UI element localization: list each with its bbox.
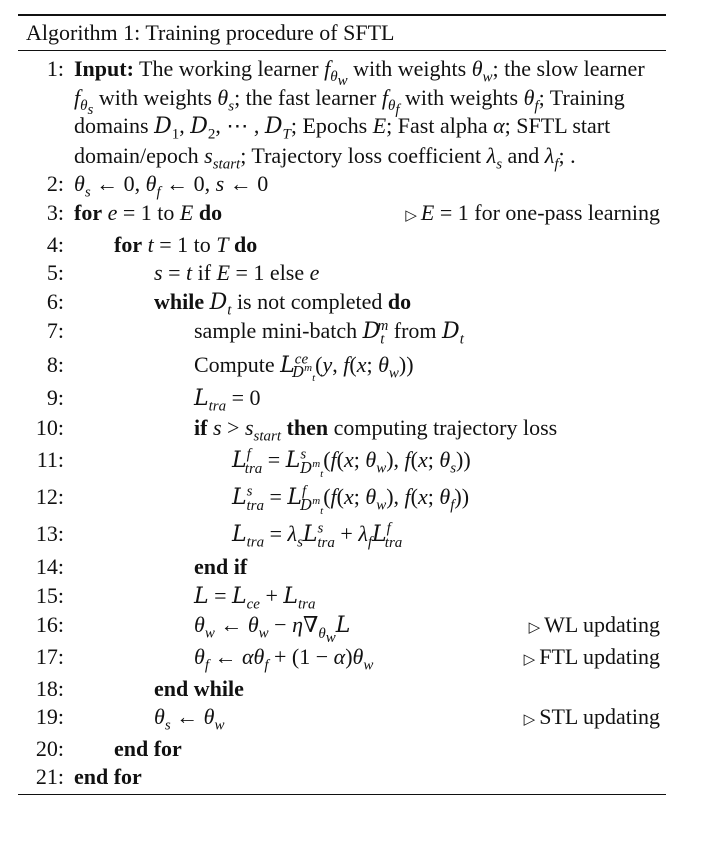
algo-line-18 (18, 675, 666, 704)
algo-line-17 (18, 643, 666, 675)
algo-line-21 (18, 763, 666, 792)
line-number: 17: (35, 643, 64, 669)
while-statement: while $D_t$ is not completed do (154, 288, 412, 319)
algo-line-5 (18, 259, 666, 288)
line-number: 18: (35, 675, 64, 701)
algo-line-7 (18, 317, 666, 347)
algo-line-14 (18, 553, 666, 582)
line-number: 6: (46, 288, 64, 314)
tra-s-statement: $L^s_{tra} = L^f_{D^m_t}(f(x$; $\theta_w$), f(x; $\theta_f$)) (232, 483, 470, 517)
line-number: 21: (35, 764, 64, 790)
algo-line-11 (18, 442, 666, 479)
algorithm-box (18, 14, 666, 795)
algorithm-body (18, 51, 666, 794)
if-statement: if $s > s_{start}$ then computing trajectory loss (194, 414, 558, 444)
algo-line-9 (18, 384, 666, 414)
end-for-inner: end for (114, 735, 182, 761)
init-tra-statement: $L_{tra} = 0$ (194, 384, 261, 415)
algo-line-19 (18, 703, 666, 735)
comment-one-pass: ▷ E = 1 for one-pass learning (405, 199, 660, 225)
algo-line-8 (18, 347, 666, 384)
line-number: 5: (46, 260, 64, 286)
line-number: 4: (46, 231, 64, 257)
end-for-outer: end for (74, 764, 142, 790)
line-number: 9: (46, 384, 64, 410)
total-loss-statement: $L = L_{ce} + L_{tra}$ (194, 582, 316, 613)
line-number: 1: (46, 56, 64, 81)
line-number: 12: (35, 484, 64, 510)
comment-ftl: ▷ FTL updating (523, 643, 660, 669)
triangle-icon: ▷ (523, 712, 536, 729)
algo-line-2 (18, 170, 666, 199)
line-number: 7: (46, 318, 64, 344)
end-while-statement: end while (154, 675, 244, 701)
for-epoch-statement: for e = 1 to E do ▷ E = 1 for one-pass learning (74, 199, 666, 231)
algo-line-16 (18, 611, 666, 646)
line-number: 14: (35, 554, 64, 580)
algo-line-1 (18, 55, 666, 173)
tra-f-statement: $L^f_{tra} = L^s_{D^m_t}(f(x$; $\theta_w$), f(x; $\theta_s$)) (232, 446, 471, 480)
wl-update-statement: $\theta_w$ ← $\theta_w - \eta\nabla_{\theta_w}L$ ▷ WL updating (194, 612, 660, 646)
triangle-icon: ▷ (405, 207, 417, 224)
line-number: 2: (46, 171, 64, 197)
line-number: 10: (35, 414, 64, 440)
compute-ce-statement: Compute $L^{ce}_{D^m_t}(y$, f(x; $\theta_w$)) (194, 351, 414, 385)
line-number: 19: (35, 704, 64, 730)
triangle-icon: ▷ (528, 620, 541, 637)
input-statement: Input: The working learner $f_{\theta_w}$ with weights $\theta_w$; the slow learner $f_{\theta_s}$ with weights $\theta_s$; the fast learner $f_{\theta_f}$ with weights $\theta_f$; Training domains $D_1$, $D_2$, ⋯ , $D_T$; Epochs E; Fast alpha α; SFTL start domain/epoch $s_{start}$; Trajectory loss coefficient $\lambda_s$ and $\lambda_f$; . (74, 56, 645, 173)
algo-line-12 (18, 479, 666, 516)
tra-sum-statement: $L_{tra} = \lambda_sL^s_{tra} + \lambda_fL^f_{tra}$ (232, 520, 403, 551)
stl-update-statement: $\theta_s$ ← $\theta_w$ ▷ STL updating (154, 704, 660, 734)
line-number: 15: (35, 582, 64, 608)
comment-wl: ▷ WL updating (528, 612, 660, 638)
end-if-statement: end if (194, 554, 248, 580)
line-number: 3: (46, 199, 64, 225)
algo-line-3 (18, 199, 666, 231)
algorithm-title: Algorithm 1: Training procedure of SFTL (18, 16, 666, 51)
line-number: 13: (35, 521, 64, 547)
line-number: 8: (46, 351, 64, 377)
algo-line-15 (18, 582, 666, 612)
sample-statement: sample mini-batch $D_t^m$ from $D_t$ (194, 318, 464, 348)
algo-line-10 (18, 414, 666, 443)
assign-s-statement: s = t if E = 1 else e (154, 260, 320, 286)
for-domain-statement: for t = 1 to T do (114, 231, 258, 257)
line-number: 20: (35, 735, 64, 761)
triangle-icon: ▷ (523, 651, 536, 668)
line-number: 16: (35, 612, 64, 638)
algo-line-6 (18, 288, 666, 318)
comment-stl: ▷ STL updating (523, 704, 660, 730)
init-statement: $\theta_s$ ← 0, $\theta_f$ ← 0, s ← 0 (74, 171, 269, 201)
algo-line-13 (18, 516, 666, 553)
line-number: 11: (36, 447, 64, 473)
algo-line-4 (18, 231, 666, 260)
ftl-update-statement: $\theta_f$ ← $\alpha\theta_f + (1 - \alpha)\theta_w$ ▷ FTL updating (194, 643, 660, 674)
input-keyword: Input: (74, 56, 134, 81)
algo-line-20 (18, 735, 666, 764)
